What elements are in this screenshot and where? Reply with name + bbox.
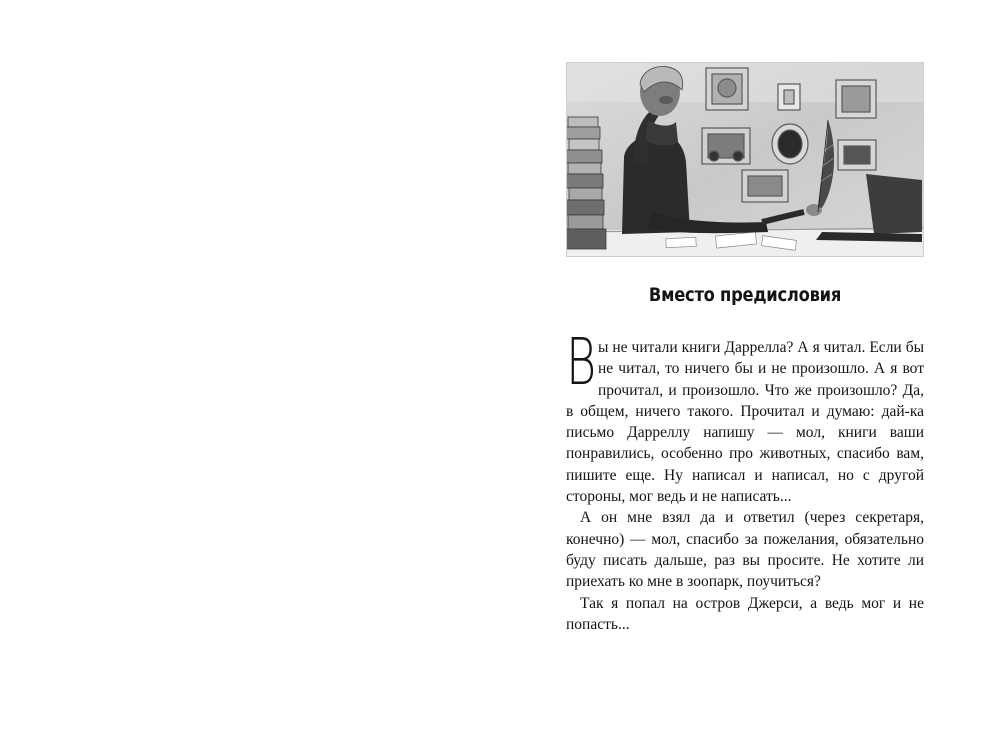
paragraph-1-text: ы не читали книги Даррелла? А я читал. Если бы не читал, то ничего бы и не произошло. А я вот прочитал, и произошло. Что же произошло? Да, в общем, ничего такого. Прочитал и думаю: дай-ка письмо Дарреллу напишу — мол, книги ваши понравились, особенно про животных, спасибо вам, пишите еще. Ну написал и написал, но с другой стороны, мог ведь и не написать... (566, 339, 924, 506)
chapter-text (566, 326, 924, 635)
paragraph-2: А он мне взял да и ответил (через секретаря, конечно) — мол, спасибо за пожелания, обязательно буду писать дальше, раз вы просите. Не хотите ли приехать ко мне в зоопарк, поучиться? (566, 509, 924, 591)
book-stack (566, 117, 606, 249)
chapter-title: Вместо предисловия (648, 284, 842, 306)
drop-cap: В (566, 326, 597, 400)
paragraph-3: Так я попал на остров Джерси, а ведь мог и не попасть... (566, 594, 924, 633)
writer-drawing (566, 62, 924, 257)
chapter-illustration (566, 62, 924, 257)
paragraph-1 (566, 326, 924, 507)
